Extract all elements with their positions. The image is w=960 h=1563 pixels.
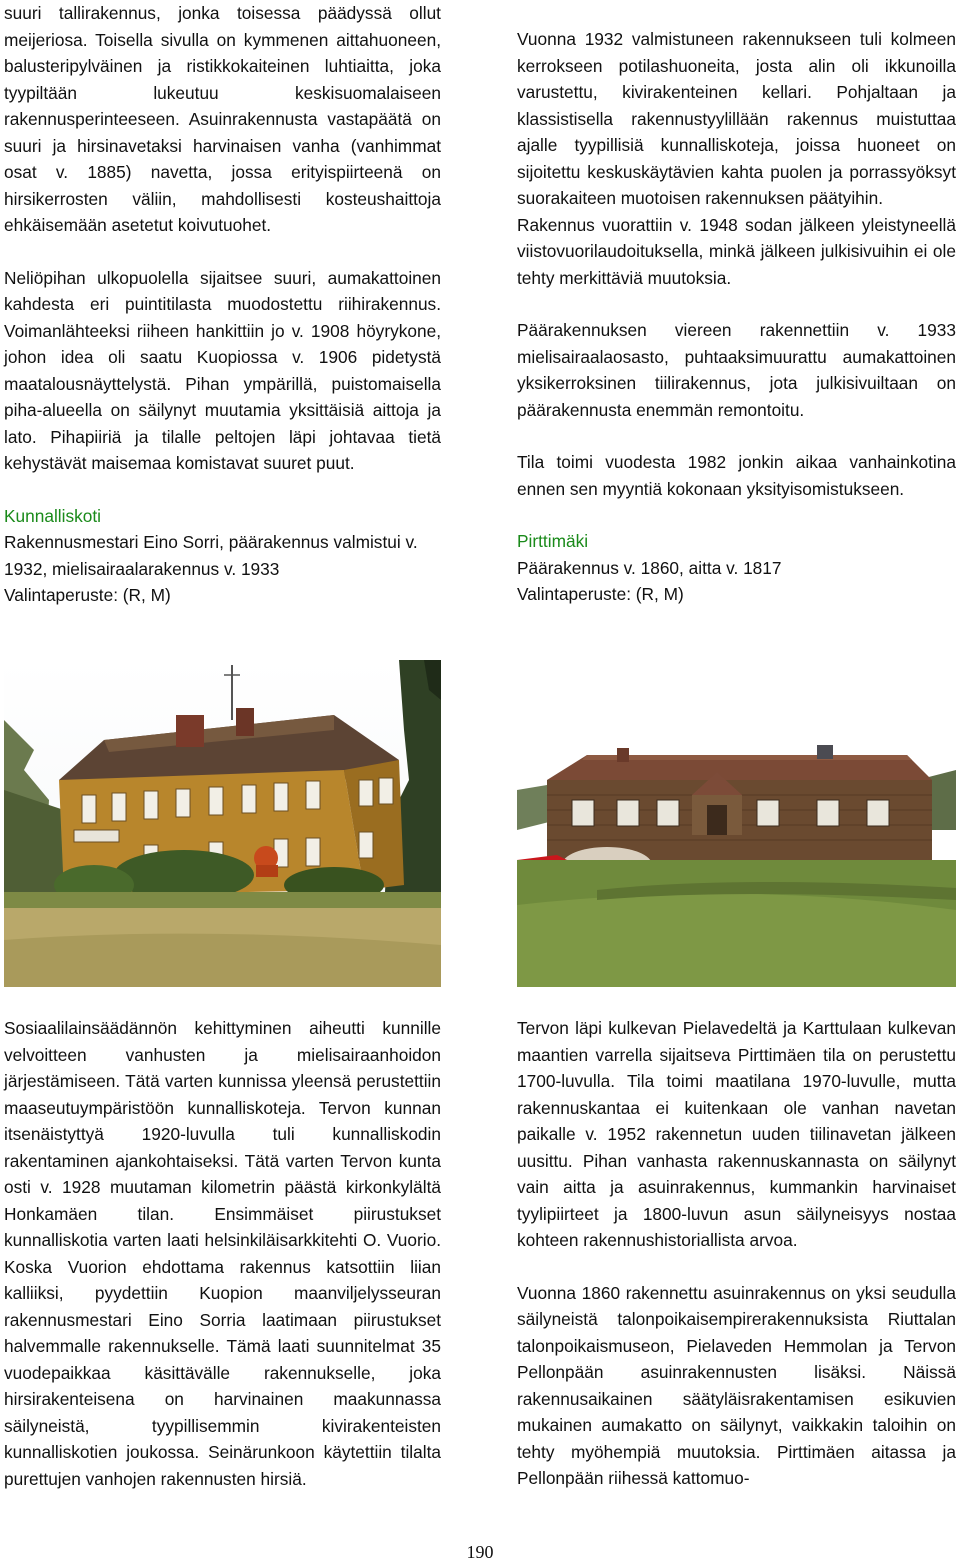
photo-pirttimaki-building <box>517 660 956 987</box>
paragraph: Vuonna 1860 rakennettu asuinrakennus on yksi seudulla säilyneistä talonpoikaisempirerakennuksista Riuttalan talonpoikaismuseon, Pielaveden Hemmolan ja Tervon Pellonpään asuinrakennusten lisäksi. Näissä rakennusaikainen säätyläisrakentamisen esikuvien mukainen aumakatto on säilynyt, vaikkakin taloihin on tehty myöhempiä muutoksia. Pirttimäen aitassa ja Pellonpään riihessä kattomuo- <box>517 1282 956 1488</box>
section-heading-kunnalliskoti: Kunnalliskoti <box>4 505 102 526</box>
paragraph: Vuonna 1932 valmistuneen rakennukseen tuli kolmeen kerrokseen potilashuoneita, josta alin oli ikkunoilla varustettu, kivirakenteinen kellari. Pohjaltaan ja klassistisella rakennustyylillään rakennus muistuttaa ajalle tyypillisiä kunnalliskoteja, joissa huoneet on sijoitettu keskuskäytävien kahta puolen ja porrassyöksyt suorakaiteen muotoisen rakennuksen päätyihin. <box>517 29 956 208</box>
page-number: 190 <box>466 1542 494 1562</box>
column-bottom-right <box>517 1015 956 1492</box>
paragraph: suuri tallirakennus, jonka toisessa päädyssä ollut meijeriosa. Toisella sivulla on kymmenen aittahuoneen, balusteripylväinen ja ristikkokaiteinen luhtiaitta, joka tyypiltään lukeutuu keskisuomalaiseen rakennusperinteeseen. Asuinrakennusta vastapäätä on suuri ja hirsinavetaksi harvinaisen vanha (vanhimmat osat v. 1885) navetta, jossa erityispiirteenä on hirsikerrosten väliin, mahdollisesti kosteushaittoja ehkäisemään asetetut koivutuohet. <box>4 3 441 235</box>
photo-kunnalliskoti-building <box>4 660 441 987</box>
selection-criteria: Valintaperuste: (R, M) <box>4 585 171 605</box>
section-heading-pirttimaki: Pirttimäki <box>517 531 589 551</box>
building-info: Päärakennus v. 1860, aitta v. 1817 <box>517 557 782 578</box>
paragraph: Neliöpihan ulkopuolella sijaitsee suuri, aumakattoinen kahdesta eri puintitilasta muodostettu riihirakennus. Voimanlähteeksi riiheen hankittiin jo v. 1908 höyrykone, johon idea oli saatu Kuopiossa v. 1906 pidetystä maatalousnäyttelystä. Pihan ympärillä, puistomaisella piha-alueella on säilynyt muutamia yksittäisiä aittoja ja lato. Pihapiiriä ja tilalle peltojen läpi johtavaa tietä kehystävät maisemaa komistavat suuret puut. <box>4 267 441 473</box>
column-bottom-left <box>4 1015 441 1492</box>
building-info: Rakennusmestari Eino Sorri, päärakennus valmistui v. 1932, mielisairaalarakennus v. 1933 <box>4 532 418 579</box>
paragraph: Rakennus vuorattiin v. 1948 sodan jälkeen yleistyneellä viistovuorilaudoituksella, minkä jälkeen julkisivuihin ei ole tehty merkittäviä muutoksia. <box>517 214 956 288</box>
column-top-left <box>4 0 441 609</box>
paragraph: Tila toimi vuodesta 1982 jonkin aikaa vanhainkotina ennen sen myyntiä kokonaan yksityisomistukseen. <box>517 452 956 499</box>
selection-criteria: Valintaperuste: (R, M) <box>517 584 684 604</box>
paragraph: Sosiaalilainsäädännön kehittyminen aiheutti kunnille velvoitteen vanhusten ja mielisairaanhoidon järjestämiseen. Tätä varten kunnissa yleensä perustettiin maaseutuympäristöön kunnalliskoteja. Tervon kunnan itsenäistyttyä 1920-luvulla tuli kunnalliskodin rakentaminen ajankohtaiseksi. Tätä varten Tervon kunta osti v. 1928 muutaman kilometrin päästä kirkonkylältä Honkamäen tilan. Ensimmäiset piirustukset kunnalliskotia varten laati helsinkiläisarkkitehti O. Vuorio. Koska Vuorion ehdottama rakennus katsottiin liian kalliiksi, pyydettiin Kuopion maanviljelysseuran rakennusmestari Eino Sorria laatimaan piirustukset halvemmalle rakennukselle. Tämä laati suunnitelmat 35 vuodepaikkaa käsittävälle rakennukselle, joka hirsirakenteisena on harvinainen maakunnassa säilyneistä, tyypillisemmin kivirakenteisten kunnalliskotien joukossa. Seinärunkoon käytettiin tilalta purettujen vanhojen rakennusten hirsiä. <box>4 1018 441 1489</box>
paragraph: Tervon läpi kulkevan Pielavedeltä ja Karttulaan kulkevan maantien varrella sijaitseva Pirttimäen tila on perustettu 1700-luvulla. Tila toimi maatilana 1970-luvulle, mutta rakennuskantaa ei kuitenkaan ole vanhan navetan paikalle v. 1952 rakennetun uuden tiilinavetan jälkeen uusittu. Pihan vanhasta rakennuskannasta on säilynyt vain aitta ja asuinrakennus, kummankin harvinaiset tyylipiirteet ja 1800-luvun asun säilyneisyys nostaa kohteen rakennushistoriallista arvoa. <box>517 1018 956 1250</box>
paragraph: Päärakennuksen viereen rakennettiin v. 1933 mielisairaalaosasto, puhtaaksimuurattu aumakattoinen yksikerroksinen tiilirakennus, jota julkisivuiltaan on päärakennusta enemmän remontoitu. <box>517 320 956 420</box>
column-top-right <box>517 26 956 608</box>
